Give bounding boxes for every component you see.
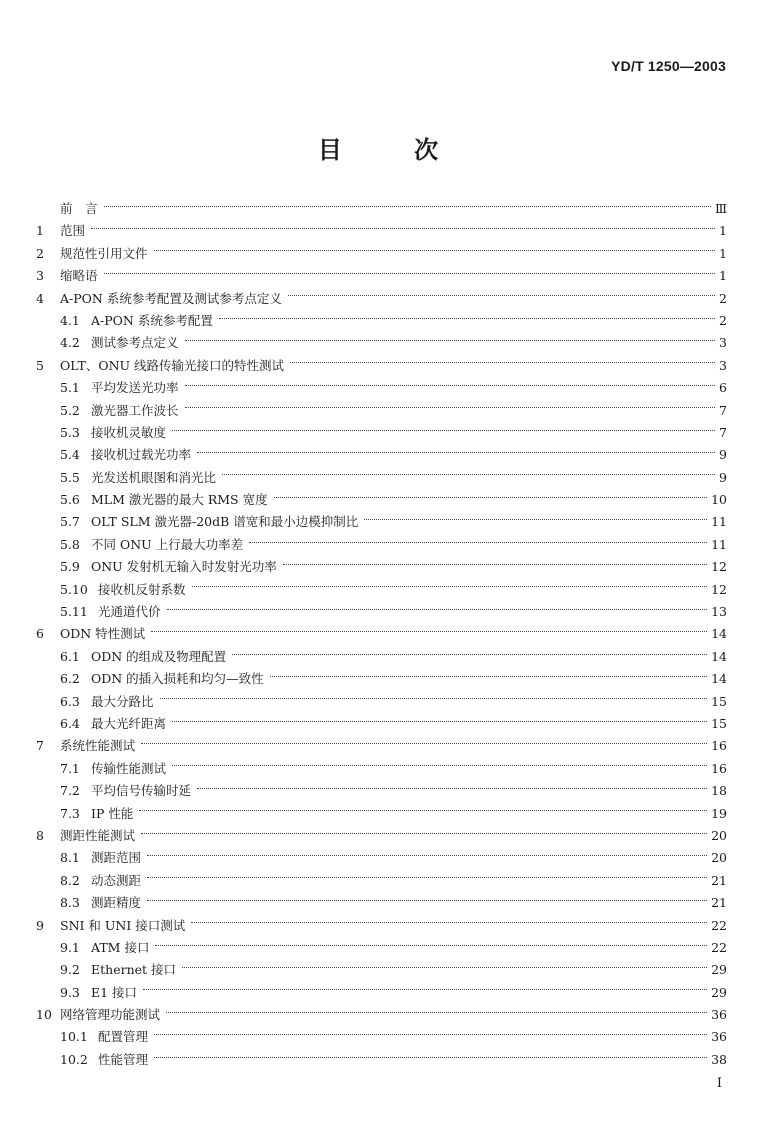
toc-entry-number: 10.2 [60, 1051, 88, 1067]
toc-entry-number: 6.2 [60, 671, 80, 687]
toc-entry-number: 10 [36, 1007, 52, 1023]
toc-entry-page: 38 [711, 1051, 727, 1067]
toc-entry-title: 测距精度 [91, 895, 142, 911]
toc-entry[interactable] [36, 579, 727, 601]
toc-entry[interactable] [36, 691, 727, 713]
toc-dot-leader [141, 833, 707, 834]
toc-entry-title: 动态测距 [91, 872, 142, 888]
toc-entry-number: 3 [36, 268, 44, 284]
toc-entry[interactable] [36, 1026, 727, 1048]
toc-dot-leader [191, 922, 707, 923]
toc-entry-page: 11 [711, 514, 727, 530]
toc-entry-number: 5.2 [60, 402, 80, 418]
toc-entry-page: 2 [719, 312, 727, 328]
toc-entry-page: 2 [719, 290, 727, 306]
toc-entry-title: OLT、ONU 线路传输光接口的特性测试 [60, 357, 285, 373]
table-of-contents [36, 198, 727, 1071]
toc-dot-leader [139, 810, 707, 811]
toc-entry-title: ONU 发射机无输入时发射光功率 [91, 559, 277, 575]
toc-dot-leader [151, 631, 707, 632]
toc-entry-page: 14 [711, 671, 727, 687]
toc-entry-title: MLM 激光器的最大 RMS 宽度 [91, 492, 268, 508]
toc-entry[interactable] [36, 1004, 727, 1026]
toc-entry-page: 12 [711, 581, 727, 597]
toc-entry[interactable] [36, 332, 727, 354]
toc-entry-title: 平均发送光功率 [91, 380, 179, 396]
toc-entry-page: 15 [711, 715, 727, 731]
toc-entry[interactable] [36, 489, 727, 511]
toc-entry[interactable] [36, 982, 727, 1004]
toc-entry-title: 测距范围 [91, 850, 142, 866]
toc-entry-title: 接收机灵敏度 [91, 424, 167, 440]
toc-entry[interactable] [36, 377, 727, 399]
toc-dot-leader [290, 362, 715, 363]
toc-entry[interactable] [36, 870, 727, 892]
toc-dot-leader [197, 788, 707, 789]
toc-entry[interactable] [36, 198, 727, 220]
toc-entry-number: 9.3 [60, 984, 80, 1000]
toc-entry[interactable] [36, 713, 727, 735]
toc-dot-leader [185, 385, 715, 386]
toc-entry[interactable] [36, 937, 727, 959]
toc-entry[interactable] [36, 288, 727, 310]
toc-entry[interactable] [36, 780, 727, 802]
toc-entry-page: 36 [711, 1007, 727, 1023]
toc-dot-leader [147, 855, 707, 856]
toc-dot-leader [167, 609, 708, 610]
toc-entry-page: 1 [719, 223, 727, 239]
toc-entry-number: 9 [36, 917, 44, 933]
toc-entry[interactable] [36, 915, 727, 937]
toc-dot-leader [147, 877, 707, 878]
toc-entry[interactable] [36, 220, 727, 242]
page-number: I [716, 1076, 722, 1091]
toc-entry-page: 22 [711, 917, 727, 933]
toc-entry-number: 7 [36, 738, 44, 754]
toc-entry[interactable] [36, 355, 727, 377]
toc-entry-title: 光发送机眼图和消光比 [91, 469, 217, 485]
toc-dot-leader [185, 407, 715, 408]
toc-entry[interactable] [36, 243, 727, 265]
toc-dot-leader [185, 340, 715, 341]
toc-entry-page: 20 [711, 850, 727, 866]
toc-dot-leader [141, 743, 707, 744]
toc-entry-number: 5.9 [60, 559, 80, 575]
toc-entry-page: 21 [711, 895, 727, 911]
toc-entry-page: 18 [711, 783, 727, 799]
toc-entry-number: 2 [36, 245, 44, 261]
toc-dot-leader [154, 1057, 707, 1058]
toc-dot-leader [166, 1012, 707, 1013]
toc-entry-number: 5.1 [60, 380, 80, 396]
toc-entry-title: ATM 接口 [91, 939, 150, 955]
toc-entry-number: 6.3 [60, 693, 80, 709]
toc-entry-title: 网络管理功能测试 [60, 1007, 161, 1023]
toc-entry-title: 传输性能测试 [91, 760, 167, 776]
toc-entry-number: 4.2 [60, 335, 80, 351]
toc-entry-number: 8 [36, 827, 44, 843]
toc-entry[interactable] [36, 758, 727, 780]
toc-entry-number: 9.2 [60, 962, 80, 978]
toc-entry-number: 5.7 [60, 514, 80, 530]
toc-dot-leader [172, 430, 715, 431]
toc-entry-page: 13 [711, 604, 727, 620]
toc-entry[interactable] [36, 847, 727, 869]
standard-code: YD/T 1250—2003 [611, 58, 726, 74]
toc-entry-number: 10.1 [60, 1029, 88, 1045]
toc-dot-leader [182, 967, 707, 968]
toc-entry-title: 性能管理 [98, 1051, 149, 1067]
toc-entry[interactable] [36, 646, 727, 668]
toc-dot-leader [249, 542, 707, 543]
toc-dot-leader [104, 273, 715, 274]
toc-entry-number: 4.1 [60, 312, 80, 328]
toc-entry-page: 29 [711, 984, 727, 1000]
toc-entry-page: 16 [711, 760, 727, 776]
toc-entry-number: 7.2 [60, 783, 80, 799]
toc-dot-leader [274, 497, 708, 498]
toc-dot-leader [172, 721, 707, 722]
toc-entry-title: 范围 [60, 223, 86, 239]
toc-dot-leader [222, 474, 715, 475]
toc-entry[interactable] [36, 511, 727, 533]
toc-dot-leader [160, 698, 708, 699]
toc-entry-page: 3 [719, 357, 727, 373]
toc-entry-page: 11 [711, 536, 727, 552]
toc-entry-page: 12 [711, 559, 727, 575]
toc-entry-number: 6.4 [60, 715, 80, 731]
toc-dot-leader [155, 945, 707, 946]
toc-entry-title: A-PON 系统参考配置 [91, 312, 213, 328]
toc-entry-title: E1 接口 [91, 984, 138, 1000]
toc-entry-page: 10 [711, 492, 727, 508]
toc-dot-leader [232, 654, 707, 655]
toc-entry-title: 配置管理 [98, 1029, 149, 1045]
toc-dot-leader [104, 206, 711, 207]
toc-entry-number: 4 [36, 290, 44, 306]
toc-entry-title: 最大分路比 [91, 693, 154, 709]
toc-entry-title: A-PON 系统参考配置及测试参考点定义 [60, 290, 282, 306]
toc-dot-leader [219, 318, 715, 319]
toc-entry-title: SNI 和 UNI 接口测试 [60, 917, 186, 933]
toc-entry[interactable] [36, 735, 727, 757]
toc-entry-title: ODN 的组成及物理配置 [91, 648, 227, 664]
toc-dot-leader [172, 765, 707, 766]
toc-entry-number: 5.11 [60, 604, 88, 620]
toc-entry-page: 29 [711, 962, 727, 978]
toc-entry-page: 7 [719, 424, 727, 440]
toc-dot-leader [91, 228, 715, 229]
toc-entry-title: 激光器工作波长 [91, 402, 179, 418]
toc-entry-title: 测距性能测试 [60, 827, 136, 843]
toc-entry-number: 7.3 [60, 805, 80, 821]
toc-dot-leader [288, 295, 715, 296]
toc-dot-leader [154, 250, 715, 251]
toc-entry-number: 8.2 [60, 872, 80, 888]
toc-entry-number: 5 [36, 357, 44, 373]
toc-entry[interactable] [36, 892, 727, 914]
toc-entry-page: 7 [719, 402, 727, 418]
toc-entry[interactable] [36, 265, 727, 287]
toc-entry-title: 缩略语 [60, 268, 98, 284]
toc-entry-page: 1 [719, 268, 727, 284]
toc-entry-page: 15 [711, 693, 727, 709]
toc-entry-page: 9 [719, 447, 727, 463]
toc-dot-leader [147, 900, 707, 901]
toc-entry-number: 7.1 [60, 760, 80, 776]
toc-entry-number: 5.10 [60, 581, 88, 597]
toc-entry[interactable] [36, 556, 727, 578]
toc-entry-page: 20 [711, 827, 727, 843]
toc-entry[interactable] [36, 623, 727, 645]
toc-entry-number: 5.4 [60, 447, 80, 463]
toc-entry[interactable] [36, 422, 727, 444]
toc-entry-page: 19 [711, 805, 727, 821]
toc-dot-leader [154, 1034, 707, 1035]
toc-entry-title: 平均信号传输时延 [91, 783, 192, 799]
toc-entry-title: ODN 的插入损耗和均匀—致性 [91, 671, 264, 687]
toc-entry-page: 1 [719, 245, 727, 261]
toc-entry-number: 5.5 [60, 469, 80, 485]
toc-entry-number: 9.1 [60, 939, 80, 955]
toc-entry-title: 光通道代价 [98, 604, 161, 620]
toc-entry-page: 36 [711, 1029, 727, 1045]
toc-entry-number: 6.1 [60, 648, 80, 664]
toc-entry-title: OLT SLM 激光器-20dB 谱宽和最小边模抑制比 [91, 514, 359, 530]
toc-entry[interactable] [36, 400, 727, 422]
toc-entry-number: 1 [36, 223, 44, 239]
toc-entry-title: 系统性能测试 [60, 738, 136, 754]
toc-entry-page: 21 [711, 872, 727, 888]
toc-dot-leader [270, 676, 707, 677]
toc-entry[interactable] [36, 534, 727, 556]
toc-dot-leader [143, 989, 707, 990]
toc-entry-page: 14 [711, 648, 727, 664]
toc-entry-number: 6 [36, 626, 44, 642]
toc-entry-number: 5.3 [60, 424, 80, 440]
toc-entry[interactable] [36, 601, 727, 623]
toc-entry[interactable] [36, 467, 727, 489]
toc-entry-title: 规范性引用文件 [60, 245, 148, 261]
toc-entry[interactable] [36, 959, 727, 981]
toc-entry-page: 22 [711, 939, 727, 955]
toc-entry-number: 5.6 [60, 492, 80, 508]
toc-entry-page: 14 [711, 626, 727, 642]
toc-entry-number: 8.1 [60, 850, 80, 866]
toc-entry-page: Ⅲ [714, 201, 727, 216]
toc-entry-page: 3 [719, 335, 727, 351]
toc-entry-number: 5.8 [60, 536, 80, 552]
toc-entry-page: 16 [711, 738, 727, 754]
toc-entry-number: 8.3 [60, 895, 80, 911]
toc-entry[interactable] [36, 1049, 727, 1071]
toc-entry-title: 接收机过载光功率 [91, 447, 192, 463]
toc-entry-title: 测试参考点定义 [91, 335, 179, 351]
toc-entry-title: 不同 ONU 上行最大功率差 [91, 536, 244, 552]
toc-entry-page: 9 [719, 469, 727, 485]
toc-entry[interactable] [36, 668, 727, 690]
toc-entry-title: 最大光纤距离 [91, 715, 167, 731]
toc-entry-page: 6 [719, 380, 727, 396]
toc-dot-leader [364, 519, 707, 520]
page-title: 目 次 [317, 136, 441, 164]
toc-dot-leader [192, 586, 708, 587]
toc-entry-title: IP 性能 [91, 805, 134, 821]
toc-entry[interactable] [36, 803, 727, 825]
toc-entry[interactable] [36, 825, 727, 847]
toc-entry[interactable] [36, 310, 727, 332]
toc-entry-title: Ethernet 接口 [91, 962, 177, 978]
toc-dot-leader [283, 564, 707, 565]
toc-dot-leader [197, 452, 715, 453]
toc-entry-title: 接收机反射系数 [98, 581, 186, 597]
toc-entry-title: ODN 特性测试 [60, 626, 146, 642]
toc-entry[interactable] [36, 444, 727, 466]
toc-entry-title: 前 言 [60, 201, 98, 216]
